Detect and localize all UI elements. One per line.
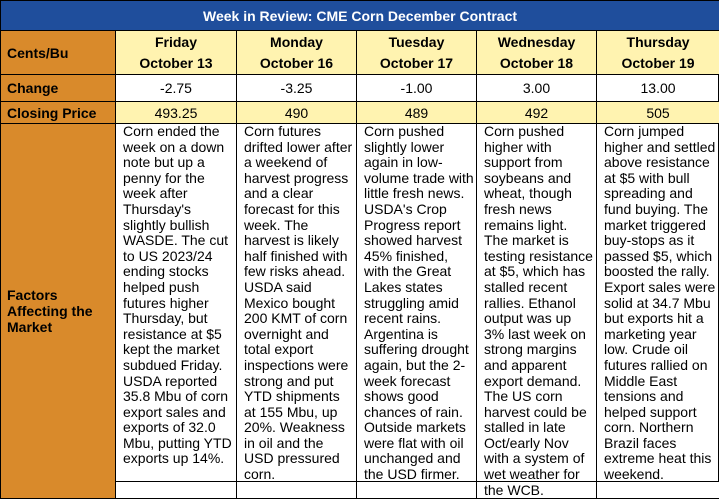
factors-row	[1, 124, 719, 499]
factors-text: Corn pushed slightly lower again in low-volume trade with little fresh news. USDA's Crop Progress report showed harvest 45% finished, with the Great Lakes states struggling amid recent rains. Argentina is suffering drought again, but the 2-week forecast shows good chances of rain. Outside markets were flat with oil unchanged and the USD firmer.	[357, 124, 477, 499]
table-title: Week in Review: CME Corn December Contract	[1, 1, 719, 31]
day-date: October 13	[116, 53, 236, 74]
closing-row	[1, 102, 719, 124]
day-date: October 16	[237, 53, 356, 74]
change-cell: -2.75	[116, 75, 237, 102]
day-name: Wednesday	[477, 32, 596, 53]
day-header-friday	[116, 31, 237, 75]
day-date: October 19	[597, 53, 719, 74]
closing-price-cell: 505	[597, 102, 719, 124]
day-name: Tuesday	[357, 32, 476, 53]
day-date: October 17	[357, 53, 476, 74]
change-cell: 3.00	[477, 75, 597, 102]
change-cell: 13.00	[597, 75, 719, 102]
day-header-thursday	[597, 31, 719, 75]
day-header-tuesday	[357, 31, 477, 75]
day-name: Friday	[116, 32, 236, 53]
day-header-wednesday	[477, 31, 597, 75]
closing-price-cell: 490	[237, 102, 357, 124]
change-cell: -1.00	[357, 75, 477, 102]
day-name: Monday	[237, 32, 356, 53]
title-row	[1, 1, 719, 31]
closing-price-cell: 493.25	[116, 102, 237, 124]
day-header-monday	[237, 31, 357, 75]
closing-price-cell: 489	[357, 102, 477, 124]
factors-text: Corn ended the week on a down note but up a penny for the week after Thursday's slightly bullish WASDE. The cut to US 2023/24 ending stocks helped push futures higher Thursday, but resistance at $5 kept the market subdued Friday. USDA reported 35.8 Mbu of corn export sales and exports of 32.0 Mbu, putting YTD exports up 14%.	[116, 124, 237, 499]
header-row	[1, 31, 719, 75]
factors-label: Factors Affecting the Market	[1, 124, 116, 499]
closing-price-cell: 492	[477, 102, 597, 124]
day-date: October 18	[477, 53, 596, 74]
closing-label: Closing Price	[1, 102, 116, 124]
factors-text: Corn pushed higher with support from soybeans and wheat, though fresh news remains light. The market is testing resistance at $5, which has stalled recent rallies. Ethanol output was up 3% last week on strong margins and apparent export demand. The US corn harvest could be stalled in late Oct/early Nov with a system of wet weather for the WCB.	[477, 124, 597, 499]
day-name: Thursday	[597, 32, 719, 53]
change-cell: -3.25	[237, 75, 357, 102]
change-row	[1, 75, 719, 102]
change-label: Change	[1, 75, 116, 102]
factors-text: Corn futures drifted lower after a weekend of harvest progress and a clear forecast for this week. The harvest is likely half finished with few risks ahead. USDA said Mexico bought 200 KMT of corn overnight and total export inspections were strong and put YTD shipments at 155 Mbu, up 20%. Weakness in oil and the USD pressured corn.	[237, 124, 357, 499]
factors-text: Corn jumped higher and settled above resistance at $5 with bull spreading and fund buying. The market triggered buy-stops as it passed $5, which boosted the rally. Export sales were solid at 34.7 Mbu but exports hit a marketing year low. Crude oil futures rallied on Middle East tensions and helped support corn. Northern Brazil faces extreme heat this weekend.	[597, 124, 719, 499]
units-label: Cents/Bu	[1, 31, 116, 75]
